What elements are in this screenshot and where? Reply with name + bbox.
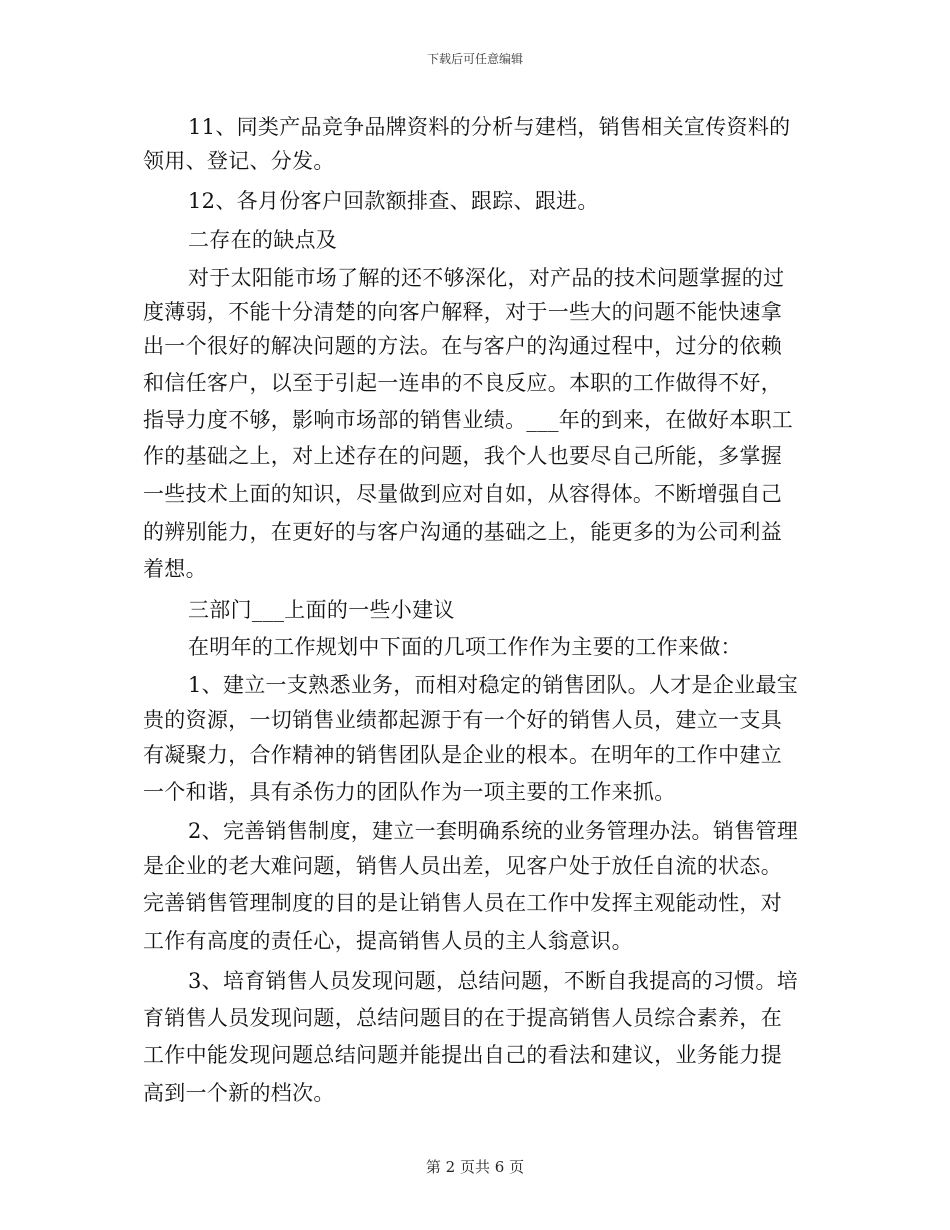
- body-line: 有凝聚力，合作精神的销售团队是企业的根本。在明年的工作中建立: [143, 743, 782, 767]
- body-line: 是企业的老大难问题，销售人员出差，见客户处于放任自流的状态。: [143, 854, 782, 878]
- body-line: 12、各月份客户回款额排查、跟踪、跟进。: [188, 189, 599, 213]
- section-heading: 二存在的缺点及: [188, 228, 338, 252]
- body-line: 和信任客户，以至于引起一连串的不良反应。本职的工作做得不好，: [143, 371, 782, 395]
- body-line: 3、培育销售人员发现问题，总结问题，不断自我提高的习惯。培: [188, 969, 799, 993]
- body-line: 对于太阳能市场了解的还不够深化，对产品的技术问题掌握的过: [188, 266, 785, 290]
- page-number-footer: 第 2 页共 6 页: [425, 1158, 525, 1176]
- body-line: 领用、登记、分发。: [143, 149, 335, 173]
- body-line: 工作中能发现问题总结问题并能提出自己的看法和建议，业务能力提: [143, 1043, 782, 1067]
- body-line: 作的基础之上，对上述存在的问题，我个人也要尽自己所能，多掌握: [143, 444, 782, 468]
- body-line: 指导力度不够，影响市场部的销售业绩。___年的到来，在做好本职工: [143, 408, 794, 432]
- body-line: 在明年的工作规划中下面的几项工作作为主要的工作来做：: [188, 635, 742, 659]
- body-line: 高到一个新的档次。: [143, 1081, 335, 1105]
- body-line: 工作有高度的责任心，提高销售人员的主人翁意识。: [143, 929, 633, 953]
- body-line: 度薄弱，不能十分清楚的向客户解释，对于一些大的问题不能快速拿: [143, 300, 782, 324]
- body-line: 出一个很好的解决问题的方法。在与客户的沟通过程中，过分的依赖: [143, 334, 782, 358]
- body-line: 2、完善销售制度，建立一套明确系统的业务管理办法。销售管理: [188, 819, 799, 843]
- page-header: 下载后可任意编辑: [426, 52, 523, 66]
- body-line: 完善销售管理制度的目的是让销售人员在工作中发挥主观能动性，对: [143, 891, 782, 915]
- section-heading: 三部门___上面的一些小建议: [188, 598, 455, 622]
- body-line: 1、建立一支熟悉业务，而相对稳定的销售团队。人才是企业最宝: [188, 673, 799, 697]
- body-line: 一些技术上面的知识，尽量做到应对自如，从容得体。不断增强自己: [143, 482, 782, 506]
- body-line: 11、同类产品竞争品牌资料的分析与建档，销售相关宣传资料的: [188, 115, 791, 139]
- body-line: 着想。: [143, 557, 207, 581]
- body-line: 贵的资源，一切销售业绩都起源于有一个好的销售人员，建立一支具: [143, 708, 782, 732]
- body-line: 的辨别能力，在更好的与客户沟通的基础之上，能更多的为公司利益: [143, 520, 782, 544]
- body-line: 育销售人员发现问题，总结问题目的在于提高销售人员综合素养，在: [143, 1006, 782, 1030]
- body-line: 一个和谐，具有杀伤力的团队作为一项主要的工作来抓。: [143, 780, 676, 804]
